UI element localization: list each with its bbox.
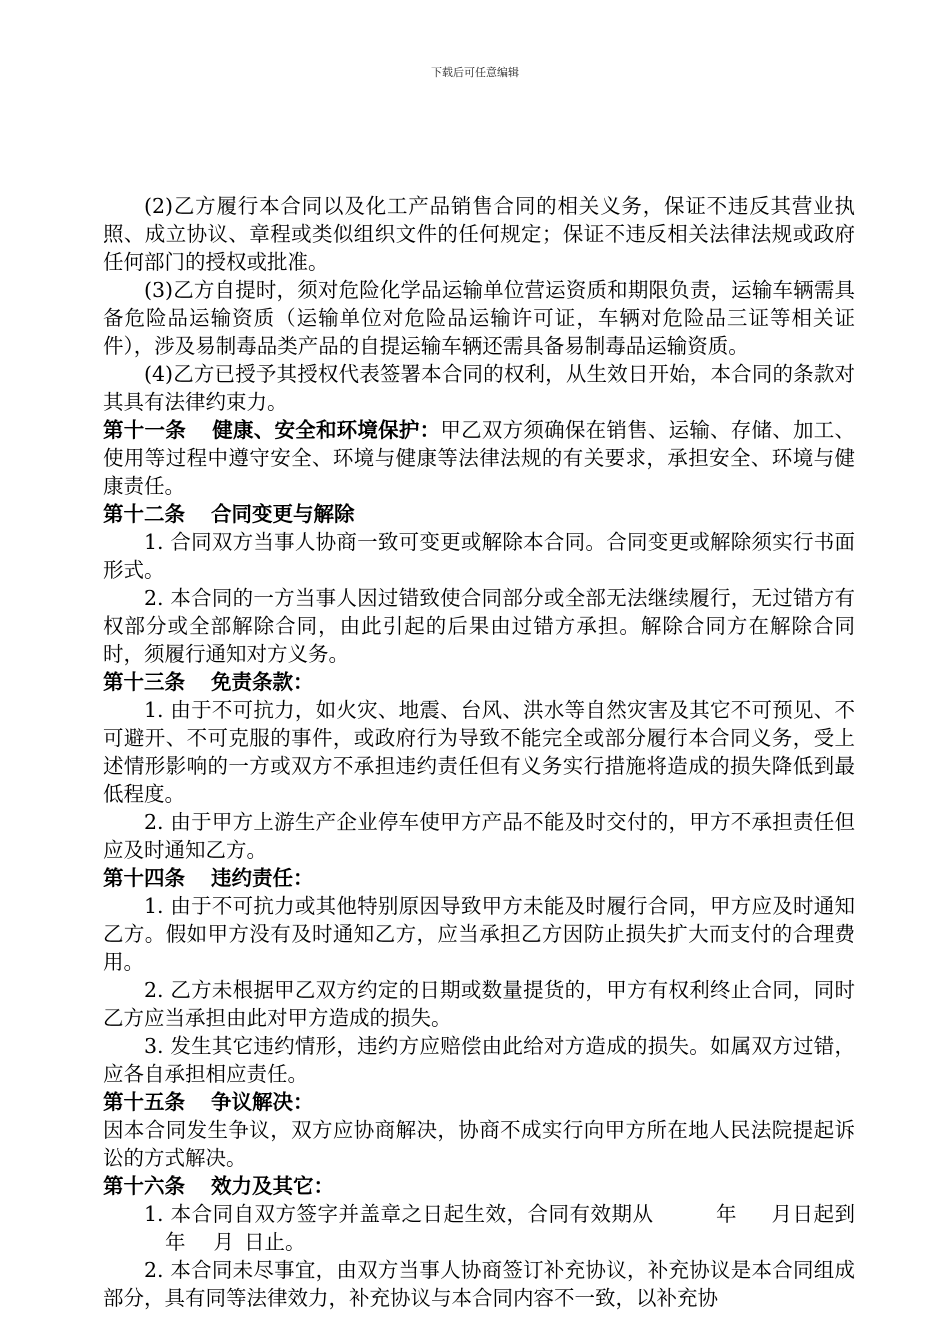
article-item: 1. 由于不可抗力，如火灾、地震、台风、洪水等自然灾害及其它不可预见、不可避开、不可克服的事件，或政府行为导致不能完全或部分履行本合同义务，受上述情形影响的一方或双方不承担违约责任但有义务实行措施将造成的损失降低到最低程度。 [103,698,855,806]
article-number: 第十一条 [103,418,186,442]
article-11 [103,416,855,500]
article-number: 第十六条 [103,1174,185,1198]
year-label: 年 [165,1230,186,1254]
article-title: 违约责任： [211,866,314,890]
month-label: 月 [213,1230,234,1254]
article-13-heading [103,668,855,696]
article-item: 2. 本合同未尽事宜，由双方当事人协商签订补充协议，补充协议是本合同组成部分，具有同等法律效力，补充协议与本合同内容不一致，以补充协 [103,1258,855,1310]
month-label: 月 [771,1202,793,1226]
article-item: 1. 合同双方当事人协商一致可变更或解除本合同。合同变更或解除须实行书面形式。 [103,530,855,582]
article-15-heading [103,1088,855,1116]
article-title: 效力及其它： [211,1174,334,1198]
effective-text-start: 1. 本合同自双方签字并盖章之日起生效，合同有效期从 [144,1202,654,1226]
article-number: 第十二条 [103,502,185,526]
article-title: 合同变更与解除 [211,502,355,526]
article-number: 第十三条 [103,670,185,694]
article-title: 免责条款： [211,670,314,694]
clause-paragraph: (2)乙方履行本合同以及化工产品销售合同的相关义务，保证不违反其营业执照、成立协议、章程或类似组织文件的任何规定；保证不违反相关法律法规或政府任何部门的授权或批准。 [103,194,855,274]
article-number: 第十四条 [103,866,185,890]
day-label: 日止。 [244,1230,306,1254]
article-body: 因本合同发生争议，双方应协商解决，协商不成实行向甲方所在地人民法院提起诉讼的方式解决。 [103,1118,855,1170]
article-title: 争议解决： [211,1090,314,1114]
article-item-effective-date [103,1200,855,1256]
article-body: 甲乙双方须确保在销售、运输、存储、加工、使用等过程中遵守安全、环境与健康等法律法规的有关要求，承担安全、环境与健康责任。 [103,418,856,498]
article-number: 第十五条 [103,1090,185,1114]
page-header-note: 下载后可任意编辑 [431,66,519,79]
article-item: 2. 本合同的一方当事人因过错致使合同部分或全部无法继续履行，无过错方有权部分或全部解除合同，由此引起的后果由过错方承担。解除合同方在解除合同时，须履行通知对方义务。 [103,586,855,666]
article-item: 2. 由于甲方上游生产企业停车使甲方产品不能及时交付的，甲方不承担责任但应及时通知乙方。 [103,810,855,862]
article-12-heading [103,500,855,528]
article-item: 2. 乙方未根据甲乙双方约定的日期或数量提货的，甲方有权利终止合同，同时乙方应当承担由此对甲方造成的损失。 [103,978,855,1030]
article-item: 3. 发生其它违约情形，违约方应赔偿由此给对方造成的损失。如属双方过错，应各自承担相应责任。 [103,1034,855,1086]
contract-body [103,192,855,1312]
article-16-heading [103,1172,855,1200]
clause-paragraph: (3)乙方自提时，须对危险化学品运输单位营运资质和期限负责，运输车辆需具备危险品运输资质（运输单位对危险品运输许可证，车辆对危险品三证等相关证件），涉及易制毒品类产品的自提运输车辆还需具备易制毒品运输资质。 [103,278,855,358]
clause-paragraph: (4)乙方已授予其授权代表签署本合同的权利，从生效日开始，本合同的条款对其具有法律约束力。 [103,362,855,414]
year-label: 年 [715,1202,738,1226]
article-item: 1. 由于不可抗力或其他特别原因导致甲方未能及时履行合同，甲方应及时通知乙方。假如甲方没有及时通知乙方，应当承担乙方因防止损失扩大而支付的合理费用。 [103,894,855,974]
article-14-heading [103,864,855,892]
effective-text-middle: 日起到 [792,1202,856,1226]
article-title: 健康、安全和环境保护： [211,418,441,442]
